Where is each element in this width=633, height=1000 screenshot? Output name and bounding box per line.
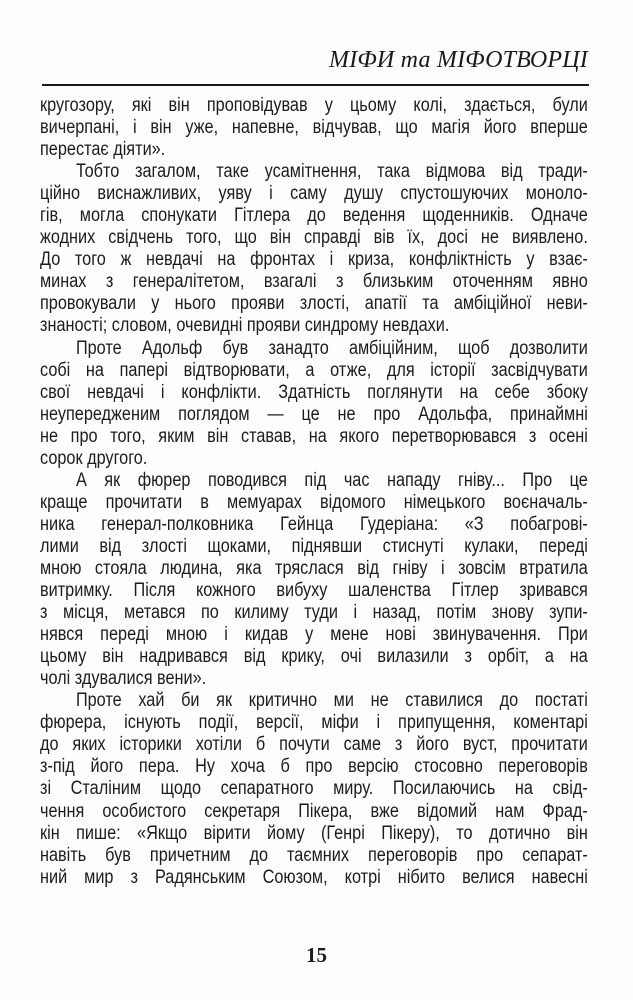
paragraph xyxy=(40,690,588,888)
text-line: ника генерал-полковника Гейнца Гудеріана: «З побагрові- xyxy=(40,513,588,535)
running-header: МІФИ та МІФОТВОРЦІ xyxy=(329,47,588,73)
text-line: провокували у нього прояви злості, апатії та амбіційної неви- xyxy=(40,293,588,315)
text-line: навіть був причетним до таємних переговорів про сепарат- xyxy=(40,844,588,866)
text-line: ний мир з Радянським Союзом, котрі нібито велися навесні xyxy=(40,866,588,888)
text-line: собі на папері відтворювати, а отже, для історії засвідчувати xyxy=(40,359,588,381)
text-line: Тобто загалом, таке усамітнення, така відмова від тради- xyxy=(75,161,588,183)
text-line: краще прочитати в мемуарах відомого німецького воєначаль- xyxy=(40,491,588,513)
page-body xyxy=(40,95,588,889)
text-line: Проте Адольф був занадто амбіційним, щоб дозволити xyxy=(75,337,588,359)
text-line: чення особистого секретаря Пікера, вже відомий нам Фрад- xyxy=(40,800,588,822)
text-line: лими від злості щоками, піднявши стиснуті кулаки, переді xyxy=(40,535,588,557)
text-line: зі Сталіним щодо сепаратного миру. Посилаючись на свід- xyxy=(40,778,588,800)
text-line: вичерпані, і він уже, напевне, відчував, що магія його вперше xyxy=(40,117,588,139)
text-line: мною стояла людина, яка тряслася від гніву і зовсім втратила xyxy=(40,557,588,579)
text-line: Проте хай би як критично ми не ставилися до постаті xyxy=(75,690,588,712)
text-line: До того ж невдачі на фронтах і криза, конфліктність у взає- xyxy=(40,249,588,271)
text-line: жодних свідчень того, що він справді вів їх, досі не виявлено. xyxy=(40,227,588,249)
text-line: перестає діяти». xyxy=(40,139,166,161)
text-line: свої невдачі і конфлікти. Здатність поглянути на себе збоку xyxy=(40,381,588,403)
text-line: цьому він надривався від крику, очі вилазили з орбіт, а на xyxy=(40,646,588,668)
text-line: А як фюрер поводився під час нападу гніву... Про це xyxy=(75,469,588,491)
paragraph xyxy=(40,161,588,337)
text-line: минах з генералітетом, взагалі з близьким оточенням явно xyxy=(40,271,588,293)
text-line: кін пише: «Якщо вірити йому (Генрі Пікеру), то дотично він xyxy=(40,822,588,844)
text-line: нявся переді мною і кидав у мене нові звинувачення. При xyxy=(40,624,588,646)
header-rule xyxy=(42,84,589,86)
text-line: з-під його пера. Ну хоча б про версію стосовно переговорів xyxy=(40,756,588,778)
text-line: не про того, яким він ставав, на якого перетворювався з осені xyxy=(40,425,588,447)
page-number: 15 xyxy=(306,943,327,967)
text-line: з місця, метався по килиму туди і назад, потім знову зупи- xyxy=(40,602,588,624)
text-line: чолі здувалися вени». xyxy=(40,668,207,690)
text-line: гів, могла спонукати Гітлера до ведення щоденників. Одначе xyxy=(40,205,588,227)
text-line: до яких історики хотіли б почути саме з його вуст, прочитати xyxy=(40,734,588,756)
text-line: фюрера, існують події, версії, міфи і припущення, коментарі xyxy=(40,712,588,734)
paragraph xyxy=(40,338,588,470)
text-line: кругозору, які він проповідував у цьому колі, здається, були xyxy=(40,95,588,116)
text-line: знаності; словом, очевидні прояви синдрому невдахи. xyxy=(40,315,450,337)
text-line: неупередженим поглядом — це не про Адольфа, принаймні xyxy=(40,403,588,425)
text-line: ційно виснажливих, уяву і саму душу спустошуючих моноло- xyxy=(40,183,588,205)
paragraph xyxy=(40,470,588,690)
paragraph xyxy=(40,95,588,161)
text-line: сорок другого. xyxy=(40,447,148,469)
text-line: витримку. Після кожного вибуху шаленства Гітлер зривався xyxy=(40,580,588,602)
